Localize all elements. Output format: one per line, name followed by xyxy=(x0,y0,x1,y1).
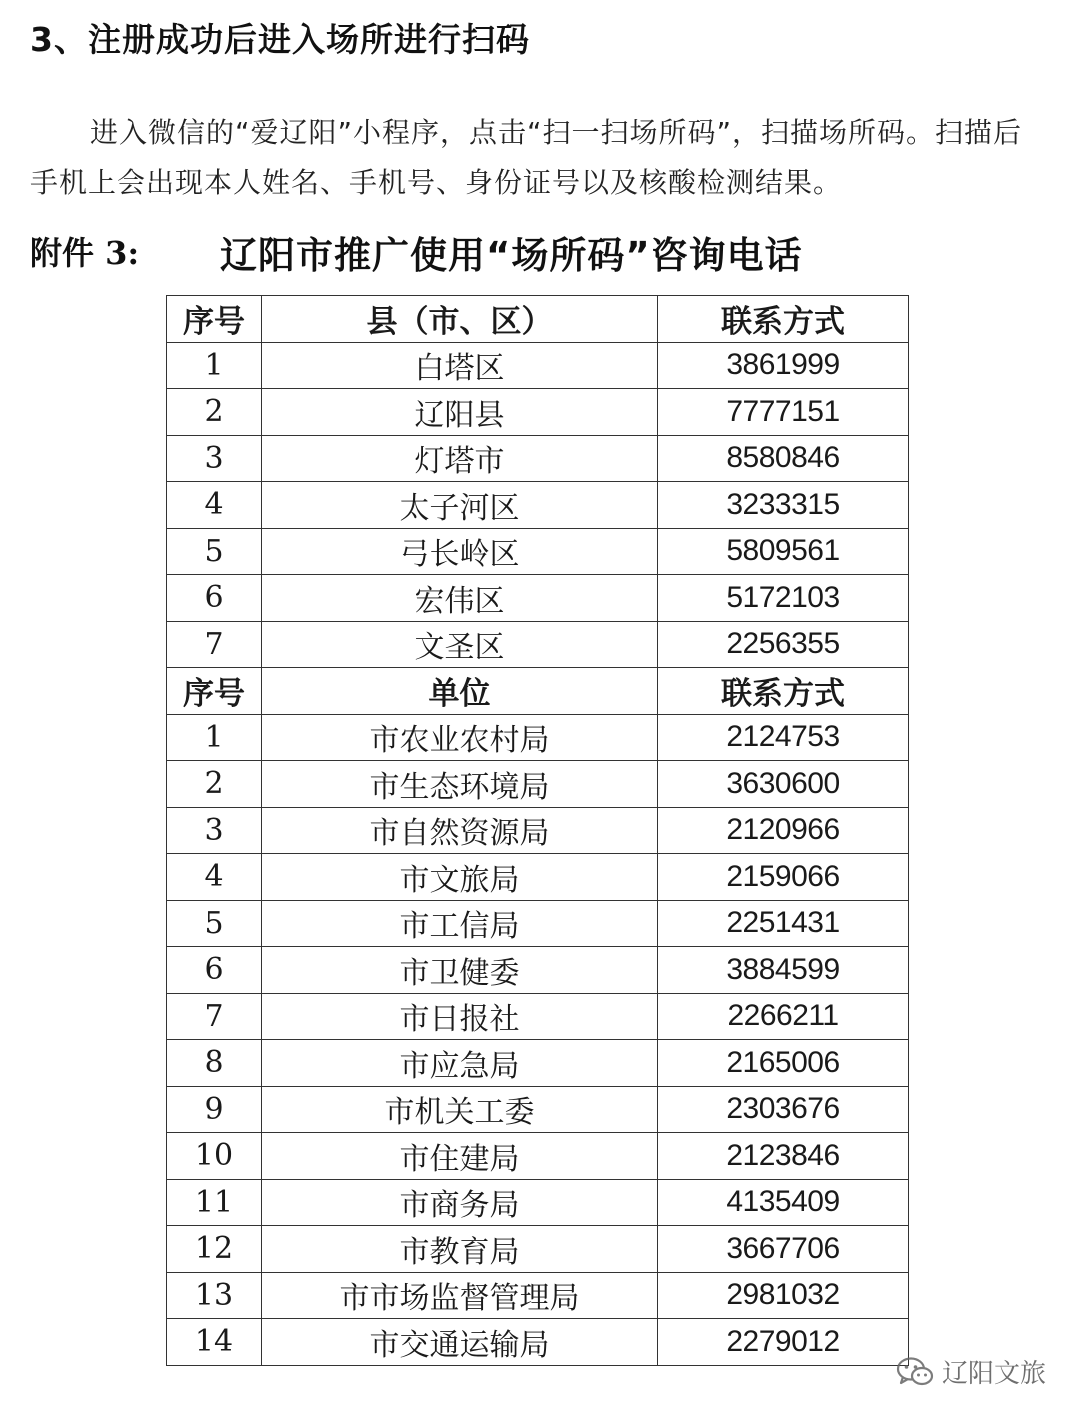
table-row xyxy=(167,761,909,808)
table-row xyxy=(167,342,909,389)
cell-index: 2 xyxy=(167,761,262,808)
table-row xyxy=(167,807,909,854)
cell-phone: 2251431 xyxy=(658,900,909,947)
cell-index: 11 xyxy=(167,1179,262,1226)
cell-name: 市应急局 xyxy=(262,1040,658,1087)
cell-index: 12 xyxy=(167,1226,262,1273)
table-row xyxy=(167,1272,909,1319)
cell-phone: 4135409 xyxy=(658,1179,909,1226)
contacts-table xyxy=(166,295,909,1366)
cell-name: 市住建局 xyxy=(262,1133,658,1180)
cell-phone: 2256355 xyxy=(658,621,909,668)
cell-name: 市卫健委 xyxy=(262,947,658,994)
header-cell-name: 单位 xyxy=(262,668,658,715)
cell-index: 3 xyxy=(167,807,262,854)
cell-index: 8 xyxy=(167,1040,262,1087)
watermark xyxy=(896,1353,1046,1390)
table-header-row xyxy=(167,296,909,343)
cell-name: 市生态环境局 xyxy=(262,761,658,808)
header-cell-index: 序号 xyxy=(167,668,262,715)
cell-index: 4 xyxy=(167,482,262,529)
cell-name: 市商务局 xyxy=(262,1179,658,1226)
cell-index: 7 xyxy=(167,993,262,1040)
cell-name: 市市场监督管理局 xyxy=(262,1272,658,1319)
table-row xyxy=(167,993,909,1040)
cell-name: 灯塔市 xyxy=(262,435,658,482)
cell-index: 9 xyxy=(167,1086,262,1133)
wechat-icon xyxy=(896,1356,934,1388)
cell-name: 市交通运输局 xyxy=(262,1319,658,1366)
header-cell-name: 县（市、区） xyxy=(262,296,658,343)
table-row xyxy=(167,1086,909,1133)
cell-phone: 2124753 xyxy=(658,714,909,761)
attachment-label: 附件 3: xyxy=(30,234,140,272)
cell-name: 太子河区 xyxy=(262,482,658,529)
cell-name: 市教育局 xyxy=(262,1226,658,1273)
cell-phone: 2120966 xyxy=(658,807,909,854)
cell-name: 市自然资源局 xyxy=(262,807,658,854)
table-row xyxy=(167,714,909,761)
watermark-text: 辽阳文旅 xyxy=(941,1359,1046,1389)
table-row xyxy=(167,575,909,622)
cell-index: 6 xyxy=(167,575,262,622)
table-row xyxy=(167,1226,909,1273)
cell-phone: 3630600 xyxy=(658,761,909,808)
table-row xyxy=(167,854,909,901)
cell-phone: 2981032 xyxy=(658,1272,909,1319)
table-row xyxy=(167,947,909,994)
cell-index: 6 xyxy=(167,947,262,994)
cell-phone: 5172103 xyxy=(658,575,909,622)
contacts-table-body xyxy=(167,296,909,1366)
cell-phone: 3884599 xyxy=(658,947,909,994)
cell-name: 文圣区 xyxy=(262,621,658,668)
cell-name: 白塔区 xyxy=(262,342,658,389)
cell-name: 辽阳县 xyxy=(262,389,658,436)
cell-index: 13 xyxy=(167,1272,262,1319)
cell-index: 1 xyxy=(167,342,262,389)
cell-phone: 2123846 xyxy=(658,1133,909,1180)
header-cell-index: 序号 xyxy=(167,296,262,343)
table-row xyxy=(167,482,909,529)
header-cell-phone: 联系方式 xyxy=(658,296,909,343)
table-row xyxy=(167,1179,909,1226)
cell-phone: 3233315 xyxy=(658,482,909,529)
section-title: 3、注册成功后进入场所进行扫码 xyxy=(30,20,530,59)
cell-phone: 5809561 xyxy=(658,528,909,575)
instruction-text: 进入微信的“爱辽阳”小程序，点击“扫一扫场所码”，扫描场所码。扫描后手机上会出现本人姓名、手机号、身份证号以及核酸检测结果。 xyxy=(30,116,1023,199)
cell-index: 5 xyxy=(167,528,262,575)
cell-phone: 2303676 xyxy=(658,1086,909,1133)
table-row xyxy=(167,1319,909,1366)
cell-phone: 2266211 xyxy=(658,993,909,1040)
cell-index: 2 xyxy=(167,389,262,436)
cell-phone: 7777151 xyxy=(658,389,909,436)
cell-index: 14 xyxy=(167,1319,262,1366)
cell-phone: 2159066 xyxy=(658,854,909,901)
cell-index: 5 xyxy=(167,900,262,947)
cell-phone: 2165006 xyxy=(658,1040,909,1087)
header-cell-phone: 联系方式 xyxy=(658,668,909,715)
table-row xyxy=(167,528,909,575)
table-row xyxy=(167,621,909,668)
attachment-title: 辽阳市推广使用“场所码”咨询电话 xyxy=(220,234,803,277)
table-header-row xyxy=(167,668,909,715)
cell-name: 市农业农村局 xyxy=(262,714,658,761)
cell-index: 1 xyxy=(167,714,262,761)
cell-name: 弓长岭区 xyxy=(262,528,658,575)
cell-phone: 3667706 xyxy=(658,1226,909,1273)
table-row xyxy=(167,389,909,436)
cell-name: 市机关工委 xyxy=(262,1086,658,1133)
cell-phone: 3861999 xyxy=(658,342,909,389)
cell-index: 3 xyxy=(167,435,262,482)
cell-name: 市日报社 xyxy=(262,993,658,1040)
cell-phone: 8580846 xyxy=(658,435,909,482)
cell-phone: 2279012 xyxy=(658,1319,909,1366)
cell-name: 市文旅局 xyxy=(262,854,658,901)
table-row xyxy=(167,1133,909,1180)
cell-index: 10 xyxy=(167,1133,262,1180)
table-row xyxy=(167,900,909,947)
instruction-paragraph xyxy=(30,108,1050,208)
cell-index: 4 xyxy=(167,854,262,901)
table-row xyxy=(167,1040,909,1087)
cell-name: 市工信局 xyxy=(262,900,658,947)
table-row xyxy=(167,435,909,482)
cell-index: 7 xyxy=(167,621,262,668)
cell-name: 宏伟区 xyxy=(262,575,658,622)
